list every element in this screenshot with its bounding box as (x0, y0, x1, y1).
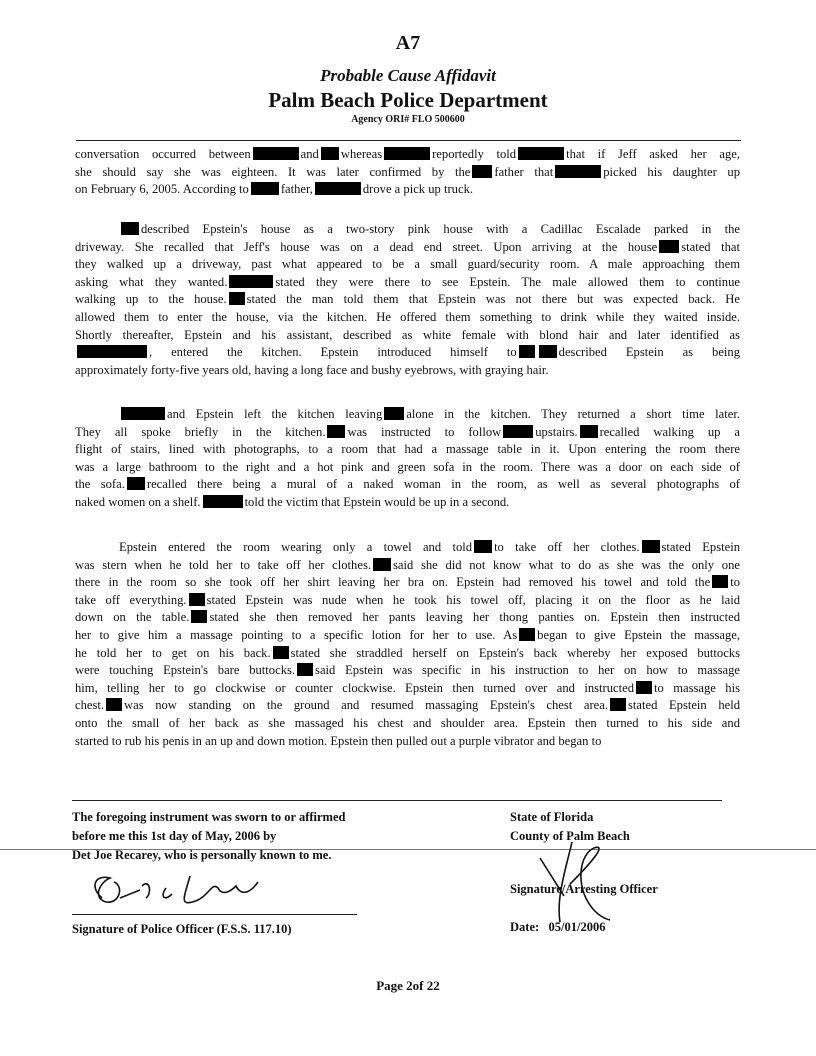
redaction (474, 540, 492, 553)
redaction (519, 628, 535, 641)
redaction (503, 425, 533, 438)
redaction (384, 147, 430, 160)
text-line: chest. was now standing on the ground and resumed massaging Epstein's chest area. stated Epstein held (75, 698, 740, 713)
text-line: walking up to the house. stated the man told them that Epstein was not there but was expected back. He (75, 292, 740, 307)
paragraph-4 (75, 539, 740, 750)
redaction (251, 182, 279, 195)
text-line: allowed them to enter the house, via the kitchen. He offered them something to drink while they waited inside. (75, 309, 740, 324)
text-line: conversation occurred between and whereas reportedly told that if Jeff asked her age, (75, 147, 740, 161)
redaction (472, 165, 492, 178)
text-line: was a large bathroom to the right and a hot pink and green sofa in the room. There was a door on each side of (75, 459, 740, 474)
officer-signature-label: Signature of Police Officer (F.S.S. 117.10) (72, 922, 292, 936)
text-line: Shortly thereafter, Epstein and his assistant, described as white female with blond hair and later identified as (75, 327, 740, 342)
redaction (297, 663, 313, 676)
oath-line-3: Det Joe Recarey, who is personally known to me. (72, 848, 332, 862)
redaction (253, 147, 299, 160)
oath-line-2: before me this 1st day of May, 2006 by (72, 829, 277, 843)
text-line: on February 6, 2005. According to father, drove a pick up truck. (75, 182, 474, 197)
redaction (106, 698, 122, 711)
redaction (127, 477, 145, 490)
redaction (189, 593, 205, 606)
redaction (518, 147, 564, 160)
redaction (373, 558, 391, 571)
state-label: State of Florida (510, 810, 594, 824)
redaction (229, 275, 273, 288)
text-line: started to rub his penis in an up and down motion. Epstein then pulled out a purple vibrator and began to (75, 733, 602, 748)
redaction (555, 165, 601, 178)
text-line: approximately forty-five years old, having a long face and bushy eyebrows, with graying hair. (75, 362, 549, 377)
text-line: They all spoke briefly in the kitchen. was instructed to follow upstairs. recalled walking up a (75, 424, 740, 439)
redaction (203, 495, 243, 508)
text-line: her to give him a massage pointing to a specific lotion for her to use. As began to give Epstein the massage, (75, 627, 741, 642)
oath-block (72, 808, 345, 865)
redaction (191, 610, 207, 623)
arresting-officer-label: Signature/Arresting Officer (510, 882, 658, 896)
text-line: the sofa. recalled there being a mural of a naked woman in the room, as well as several photographs of (75, 477, 740, 492)
redaction (610, 698, 626, 711)
redaction (77, 345, 147, 358)
redaction (659, 240, 679, 253)
redaction (636, 681, 652, 694)
text-line: there in the room so she took off her shirt leaving her bra on. Epstein had removed his towel and told the to (75, 575, 740, 590)
redaction (121, 407, 165, 420)
text-line: and Epstein left the kitchen leaving alone in the kitchen. They returned a short time later. (75, 406, 740, 424)
text-line: him, telling her to go clockwise or counter clockwise. Epstein then turned over and instructed to massage his (75, 680, 740, 695)
redaction (519, 345, 535, 358)
redaction (539, 345, 557, 358)
page-number: Page 2of 22 (376, 978, 440, 993)
redaction (712, 575, 728, 588)
exhibit-label: A7 (395, 32, 421, 54)
redaction (384, 407, 404, 420)
redaction (642, 540, 660, 553)
county-label: County of Palm Beach (510, 829, 630, 843)
redaction (121, 222, 139, 235)
text-line: , entered the kitchen. Epstein introduced himself to described Epstein as being (75, 344, 740, 362)
officer-signature-line (72, 914, 357, 915)
oath-line-1: The foregoing instrument was sworn to or affirmed (72, 810, 346, 824)
text-line: take off everything. stated Epstein was nude when he took his towel off, placing it on the floor as he laid (75, 592, 741, 607)
text-line: she should say she was eighteen. It was later confirmed by the father that picked his daughter up (75, 164, 740, 179)
text-line: down on the table. stated she then removed her pants leaving her thong panties on. Epstein then instructed (75, 610, 740, 625)
text-line: they walked up a driveway, past what appeared to be a small guard/security room. A male approaching them (75, 257, 740, 272)
paragraph-3 (75, 406, 740, 512)
text-line: onto the small of her back as she massaged his chest and shoulder area. Epstein then turned to his side and (75, 715, 740, 730)
redaction (229, 292, 245, 305)
police-officer-signature (80, 868, 280, 913)
redaction (273, 646, 289, 659)
paragraph-2 (75, 221, 740, 379)
paragraph-1 (75, 146, 740, 199)
text-line: asking what they wanted. stated they were there to see Epstein. The male allowed them to continue (75, 274, 740, 289)
signature-date: Date: 05/01/2006 (510, 920, 606, 934)
form-title: Probable Cause Affidavit (320, 66, 496, 85)
agency-ori: Agency ORI# FLO 500600 (351, 114, 465, 125)
text-line: flight of stairs, lined with photographs, to a room that had a massage table in it. Upon entering the room there (75, 442, 740, 457)
redaction (315, 182, 361, 195)
redaction (327, 425, 345, 438)
text-line: naked women on a shelf. told the victim that Epstein would be up in a second. (75, 494, 510, 509)
text-line: was stern when he told her to take off her clothes. said she did not know what to do as she was the only one (75, 557, 740, 572)
department-name: Palm Beach Police Department (268, 88, 548, 112)
redaction (580, 425, 598, 438)
text-line: described Epstein's house as a two-story pink house with a Cadillac Escalade parked in the (75, 221, 740, 239)
text-line: driveway. She recalled that Jeff's house was on a dead end street. Upon arriving at the house stated that (75, 239, 740, 254)
text-line: were touching Epstein's bare buttocks. said Epstein was specific in his instruction to her on how to massage (75, 663, 740, 678)
text-line: Epstein entered the room wearing only a towel and told to take off her clothes. stated Epstein (119, 540, 740, 554)
header-rule (76, 140, 741, 141)
text-line: he told her to get on his back. stated she straddled herself on Epstein's back whereby her exposed buttocks (75, 645, 740, 660)
redaction (321, 147, 339, 160)
footer-rule (72, 800, 722, 801)
